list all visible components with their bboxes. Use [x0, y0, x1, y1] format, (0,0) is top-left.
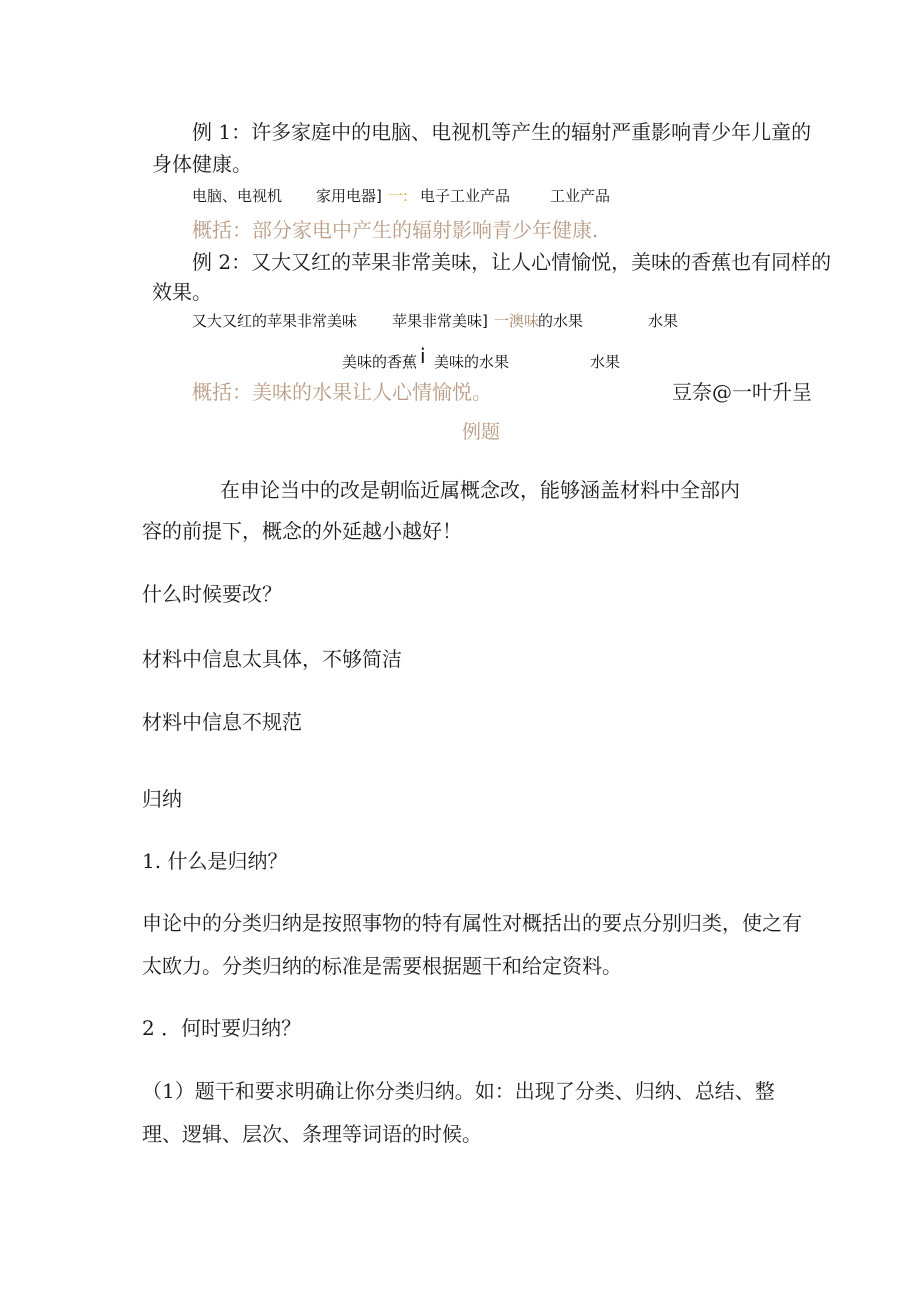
example2-summary: 概括：美味的水果让人心情愉悦。: [192, 380, 492, 404]
figure-caption: 例题: [462, 421, 501, 443]
question-1: 1. 什么是归纳？: [142, 849, 288, 873]
example1-diagram-b: 家用电器]: [316, 187, 382, 205]
example1-diagram-arrow: 一:: [388, 187, 409, 205]
answer1-line1: 申论中的分类归纳是按照事物的特有属性对概括出的要点分别归类，使之有: [142, 911, 802, 935]
example2-diagram-row2-a: 美味的香蕉: [342, 353, 418, 371]
example1-line1: 例 1：许多家庭中的电脑、电视机等产生的辐射严重影响青少年儿童的: [192, 120, 812, 144]
example2-diagram-row2-mark: i: [420, 344, 426, 368]
question-2: 2 ．何时要归纳？: [142, 1016, 302, 1040]
paragraph1-line1: 在申论当中的改是朝临近属概念改，能够涵盖材料中全部内: [220, 478, 740, 502]
example2-diagram-row2-b: 美味的水果: [434, 353, 510, 371]
example2-diagram-row1-d: 水果: [648, 312, 679, 330]
paragraph1-line2: 容的前提下，概念的外延越小越好！: [142, 519, 462, 543]
section-title-guina: 归纳: [142, 787, 182, 811]
example2-diagram-row2-c: 水果: [590, 353, 621, 371]
answer2-line2: 理、逻辑、层次、条理等词语的时候。: [142, 1122, 482, 1146]
example2-line2: 效果。: [152, 280, 212, 304]
watermark: 豆奈@一叶升呈: [672, 380, 812, 404]
reason-1: 材料中信息太具体，不够简洁: [142, 647, 402, 671]
answer2-line1: （1）题干和要求明确让你分类归纳。如：出现了分类、归纳、总结、整: [142, 1079, 775, 1103]
answer1-line2: 太欧力。分类归纳的标准是需要根据题干和给定资料。: [142, 954, 622, 978]
example1-line2: 身体健康。: [152, 152, 252, 176]
example2-diagram-row1-arrow: 一澳味: [494, 312, 540, 330]
example2-line1: 例 2：又大又红的苹果非常美味，让人心情愉悦，美味的香蕉也有同样的: [192, 250, 832, 274]
example2-diagram-row1-c: 的水果: [538, 312, 584, 330]
reason-2: 材料中信息不规范: [142, 710, 302, 734]
example2-diagram-row1-a: 又大又红的苹果非常美味: [192, 312, 358, 330]
example1-summary: 概括：部分家电中产生的辐射影响青少年健康.: [192, 218, 599, 242]
example1-diagram-c: 电子工业产品: [420, 187, 511, 205]
question-when-change: 什么时候要改？: [142, 582, 282, 606]
example2-diagram-row1-b: 苹果非常美味]: [392, 312, 488, 330]
example1-diagram-d: 工业产品: [550, 187, 611, 205]
example1-diagram-a: 电脑、电视机: [192, 187, 283, 205]
